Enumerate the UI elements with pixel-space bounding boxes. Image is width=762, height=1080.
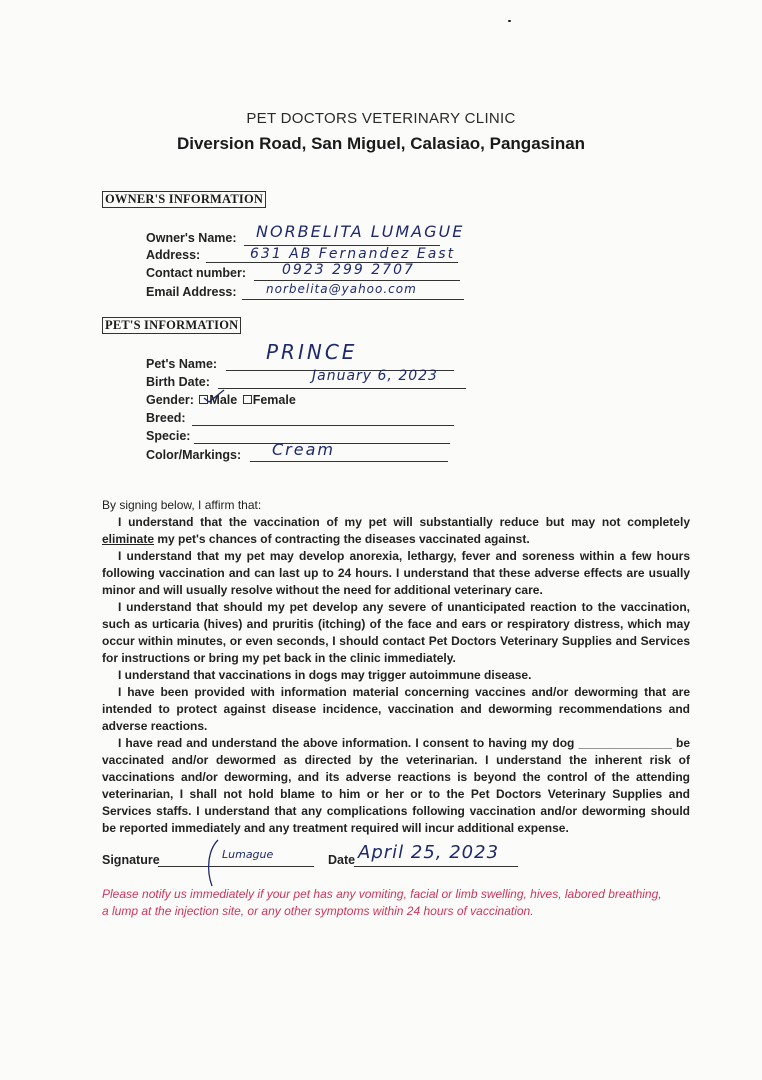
color-markings-label: Color/Markings:: [146, 448, 242, 462]
date-line: [354, 866, 518, 867]
contact-number-label: Contact number:: [146, 266, 246, 280]
owner-info-header: OWNER'S INFORMATION: [102, 191, 266, 208]
color-markings-value[interactable]: Cream: [272, 440, 335, 459]
pet-info-header: PET'S INFORMATION: [102, 317, 241, 334]
female-checkbox[interactable]: [243, 395, 252, 404]
birth-date-line: [218, 388, 466, 389]
owner-name-label: Owner's Name:: [146, 231, 237, 245]
pet-name-label: Pet's Name:: [146, 357, 218, 371]
consent-paragraph-2: I understand that my pet may develop anorexia, lethargy, fever and soreness within a few hours following vaccination and can last up to 24 hours. I understand that these adverse effects are usually minor and will usually resolve without the need for additional veterinary care.: [102, 549, 690, 597]
email-value[interactable]: norbelita@yahoo.com: [266, 282, 417, 296]
consent-paragraph-4: I understand that vaccinations in dogs may trigger autoimmune disease.: [118, 668, 532, 682]
signature-value[interactable]: Lumague: [222, 848, 274, 861]
clinic-name: PET DOCTORS VETERINARY CLINIC: [246, 110, 516, 127]
dog-name-blank[interactable]: ______________: [578, 736, 672, 750]
breed-label: Breed:: [146, 411, 186, 425]
specie-label: Specie:: [146, 429, 191, 443]
signature-line: [158, 866, 314, 867]
consent-intro: By signing below, I affirm that:: [102, 498, 262, 512]
consent-paragraph-3: I understand that should my pet develop any severe of unanticipated reaction to the vaccination, such as urticaria (hives) and pruritis (itching) of the face and ears or respiratory distress, which may occur within minutes, or even seconds, I should contact Pet Doctors Veterinary Supplies and Services for instructions or bring my pet back in the clinic immediately.: [102, 600, 690, 665]
date-label: Date: [328, 853, 356, 867]
consent-text: [102, 497, 690, 837]
consent-paragraph-5: I have been provided with information material concerning vaccines and/or deworming that are intended to protect against disease incidence, vaccination and deworming recommendations and adverse reactions.: [102, 685, 690, 733]
signature-label: Signature: [102, 853, 160, 867]
signature-stroke: [196, 836, 232, 890]
breed-line[interactable]: [192, 425, 454, 426]
consent-paragraph-1: I understand that the vaccination of my pet will substantially reduce but may not completely eliminate my pet's chances of contracting the diseases vaccinated against.: [102, 515, 690, 546]
color-markings-line: [250, 461, 448, 462]
owner-name-value[interactable]: NORBELITA LUMAGUE: [256, 222, 465, 241]
address-label: Address:: [146, 248, 201, 262]
email-line: [242, 299, 464, 300]
email-label: Email Address:: [146, 285, 237, 299]
birth-date-value[interactable]: January 6, 2023: [312, 368, 438, 384]
address-value[interactable]: 631 AB Fernandez East: [250, 246, 456, 262]
date-value[interactable]: April 25, 2023: [358, 842, 500, 863]
contact-number-value[interactable]: 0923 299 2707: [282, 262, 415, 278]
pet-name-value[interactable]: PRINCE: [266, 340, 358, 364]
gender-label: Gender:: [146, 393, 194, 407]
contact-number-line: [254, 280, 460, 281]
male-check-mark: [202, 388, 226, 404]
post-vaccination-notice: Please notify us immediately if your pet has any vomiting, facial or limb swelling, hives, labored breathing, a lump at the injection site, or any other symptoms within 24 hours of vaccination.: [102, 887, 662, 918]
birth-date-label: Birth Date:: [146, 375, 210, 389]
scan-speck: [508, 20, 511, 22]
consent-paragraph-6: I have read and understand the above information. I consent to having my dog ______________ be vaccinated and/or dewormed as directed by the veterinarian. I understand the inherent risk of vaccinations and/or deworming, and its adverse reactions is beyond the control of the attending veterinarian, I shall not hold blame to him or her or to the Pet Doctors Veterinary Supplies and Services staffs. I understand that any complications following vaccination and/or deworming should be reported immediately and any treatment required will incur additional expense.: [102, 736, 690, 835]
female-option-label: Female: [252, 393, 296, 407]
male-option-label: Male: [209, 393, 238, 407]
clinic-address: Diversion Road, San Miguel, Calasiao, Pangasinan: [176, 134, 586, 153]
